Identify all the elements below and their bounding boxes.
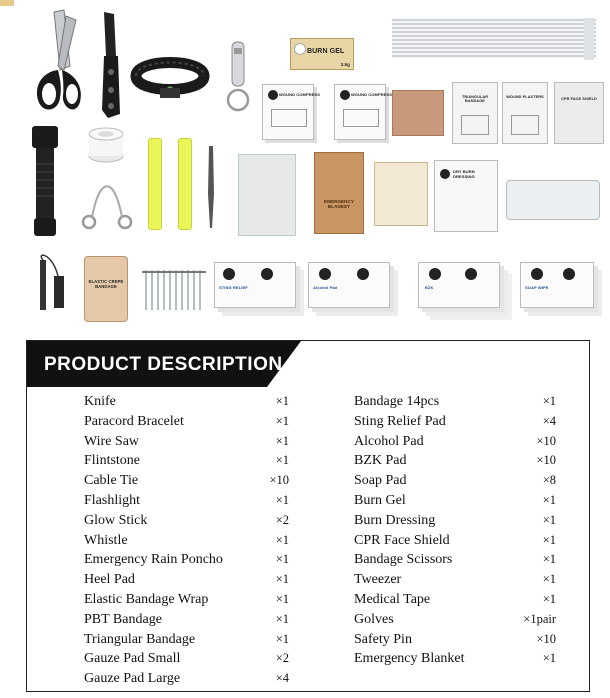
right-item-list bbox=[354, 392, 556, 669]
triangular-bandage-label: TRIANGULAR BANDAGE bbox=[461, 95, 489, 103]
item-quantity: ×8 bbox=[542, 473, 556, 488]
item-quantity: ×1 bbox=[275, 433, 289, 448]
wound-compress-large bbox=[334, 84, 392, 140]
item-name: Medical Tape bbox=[354, 591, 431, 607]
item-name: Burn Dressing bbox=[354, 512, 436, 528]
alcohol-pad-label: Alcohol Pad bbox=[313, 285, 338, 290]
list-item bbox=[84, 412, 289, 432]
list-item bbox=[354, 630, 556, 650]
cpr-face-shield-pack bbox=[554, 82, 604, 144]
emergency-blanket-pack bbox=[314, 152, 364, 234]
item-quantity: ×1 bbox=[275, 413, 289, 428]
item-name: Cable Tie bbox=[84, 473, 139, 489]
list-item bbox=[354, 432, 556, 452]
list-item bbox=[354, 610, 556, 630]
item-name: Gauze Pad Small bbox=[84, 651, 181, 667]
item-quantity: ×1 bbox=[542, 591, 556, 606]
item-quantity: ×1 bbox=[275, 631, 289, 646]
bzk-pads bbox=[418, 262, 500, 308]
cable-ties-icon bbox=[388, 14, 600, 66]
item-quantity: ×1 bbox=[275, 453, 289, 468]
gauze-pad-pack bbox=[374, 162, 428, 226]
item-name: Bandage 14pcs bbox=[354, 394, 440, 409]
flintstone-icon bbox=[32, 252, 70, 312]
item-name: Triangular Bandage bbox=[84, 631, 196, 647]
burn-gel-packet bbox=[290, 38, 354, 70]
list-item bbox=[84, 511, 289, 531]
item-quantity: ×1 bbox=[275, 572, 289, 587]
list-item bbox=[84, 590, 289, 610]
list-item bbox=[354, 412, 556, 432]
item-name: Heel Pad bbox=[84, 572, 135, 588]
list-item bbox=[354, 531, 556, 551]
cpr-face-shield-label: CPR FACE SHIELD bbox=[561, 97, 597, 101]
item-quantity: ×1 bbox=[542, 394, 556, 408]
item-name: BZK Pad bbox=[354, 453, 407, 469]
item-quantity: ×1 bbox=[542, 572, 556, 587]
wound-compress-label-2: WOUND COMPRESS bbox=[351, 92, 392, 97]
item-name: Safety Pin bbox=[354, 631, 412, 647]
item-quantity: ×1 bbox=[542, 512, 556, 527]
list-item bbox=[84, 471, 289, 491]
item-name: Emergency Blanket bbox=[354, 651, 465, 667]
list-item bbox=[84, 392, 289, 412]
glow-stick-2 bbox=[178, 138, 192, 230]
item-name: Alcohol Pad bbox=[354, 433, 424, 449]
item-name: Soap Pad bbox=[354, 473, 407, 489]
paracord-bracelet-icon bbox=[130, 50, 210, 102]
list-item bbox=[84, 451, 289, 471]
list-item bbox=[84, 531, 289, 551]
item-name: Paracord Bracelet bbox=[84, 413, 184, 429]
triangular-bandage-pack bbox=[452, 82, 498, 144]
whistle-icon bbox=[224, 40, 252, 114]
dry-burn-dressing-pack bbox=[434, 160, 498, 232]
list-item bbox=[84, 649, 289, 669]
list-item bbox=[84, 610, 289, 630]
item-quantity: ×4 bbox=[542, 413, 556, 428]
list-item bbox=[84, 432, 289, 452]
list-item bbox=[354, 550, 556, 570]
list-item bbox=[354, 451, 556, 471]
item-quantity: ×1 bbox=[542, 651, 556, 666]
knife-icon bbox=[96, 10, 126, 120]
item-name: Glow Stick bbox=[84, 512, 148, 528]
item-name: Wire Saw bbox=[84, 433, 140, 449]
burn-gel-weight: 3.5g bbox=[340, 62, 350, 67]
item-name: Elastic Bandage Wrap bbox=[84, 591, 209, 607]
item-name: Emergency Rain Poncho bbox=[84, 552, 223, 568]
item-quantity: ×1 bbox=[275, 611, 289, 626]
item-quantity: ×1pair bbox=[523, 611, 556, 626]
item-name: Bandage Scissors bbox=[354, 552, 453, 568]
wire-saw-icon bbox=[80, 166, 134, 232]
item-quantity: ×1 bbox=[542, 492, 556, 507]
item-name: Golves bbox=[354, 611, 394, 627]
heel-pad bbox=[392, 90, 444, 136]
item-name: CPR Face Shield bbox=[354, 532, 450, 548]
burn-gel-label: BURN GEL bbox=[307, 48, 345, 55]
left-item-list bbox=[84, 392, 289, 689]
wound-plasters-label: WOUND PLASTERS bbox=[506, 95, 544, 99]
glow-stick-1 bbox=[148, 138, 162, 230]
dry-burn-dressing-label: DRY BURN DRESSING bbox=[453, 169, 475, 179]
product-contents-photo bbox=[0, 0, 610, 330]
list-item bbox=[354, 649, 556, 669]
alcohol-pads bbox=[308, 262, 390, 308]
product-description-box bbox=[26, 340, 590, 692]
list-item bbox=[84, 570, 289, 590]
item-name: Sting Relief Pad bbox=[354, 413, 446, 429]
soap-wipes bbox=[520, 262, 594, 308]
item-quantity: ×4 bbox=[275, 671, 289, 686]
list-item bbox=[84, 630, 289, 650]
list-item bbox=[84, 491, 289, 511]
item-name: PBT Bandage bbox=[84, 611, 162, 627]
item-quantity: ×2 bbox=[275, 651, 289, 666]
item-quantity: ×1 bbox=[275, 591, 289, 606]
section-heading: PRODUCT DESCRIPTION bbox=[44, 354, 283, 375]
sting-relief-pads bbox=[214, 262, 296, 308]
tweezer-icon bbox=[204, 144, 218, 230]
sting-relief-label: STING RELIEF bbox=[219, 285, 248, 290]
wound-compress-label: WOUND COMPRESS bbox=[279, 92, 320, 97]
item-quantity: ×1 bbox=[542, 532, 556, 547]
list-item bbox=[354, 511, 556, 531]
item-name: Flashlight bbox=[84, 492, 141, 508]
flashlight-icon bbox=[20, 124, 70, 246]
list-item bbox=[354, 491, 556, 511]
item-name: Tweezer bbox=[354, 572, 402, 588]
item-name: Knife bbox=[84, 394, 116, 409]
item-quantity: ×1 bbox=[275, 394, 289, 408]
item-quantity: ×1 bbox=[275, 552, 289, 567]
bzk-label: BZK bbox=[425, 285, 434, 290]
list-item bbox=[84, 550, 289, 570]
soap-wipe-label: SOAP WIPE bbox=[525, 285, 549, 290]
item-quantity: ×1 bbox=[275, 492, 289, 507]
list-item bbox=[354, 570, 556, 590]
elastic-bandage-roll bbox=[84, 256, 128, 322]
item-name: Gauze Pad Large bbox=[84, 671, 181, 687]
pbt-bandage-pack bbox=[506, 180, 600, 220]
item-name: Burn Gel bbox=[354, 492, 406, 508]
item-quantity: ×10 bbox=[536, 453, 556, 468]
item-quantity: ×1 bbox=[542, 552, 556, 567]
item-quantity: ×2 bbox=[275, 512, 289, 527]
bandage-scissors-icon bbox=[30, 8, 86, 120]
list-item bbox=[354, 471, 556, 491]
list-item bbox=[354, 392, 556, 412]
elastic-bandage-label: ELASTIC CREPE BANDAGE bbox=[88, 279, 124, 289]
medical-tape-icon bbox=[86, 126, 126, 164]
safety-pins-icon bbox=[140, 264, 210, 316]
list-item bbox=[354, 590, 556, 610]
item-quantity: ×1 bbox=[275, 532, 289, 547]
emergency-blanket-label: EMERGENCY BLANKET bbox=[324, 199, 354, 209]
list-item bbox=[84, 669, 289, 689]
item-name: Whistle bbox=[84, 532, 128, 548]
item-quantity: ×10 bbox=[269, 473, 289, 488]
item-quantity: ×10 bbox=[536, 631, 556, 646]
item-name: Flintstone bbox=[84, 453, 141, 469]
wound-plasters-pack bbox=[502, 82, 548, 144]
wound-compress-small bbox=[262, 84, 320, 140]
rain-poncho-pack bbox=[238, 154, 296, 236]
item-quantity: ×10 bbox=[536, 433, 556, 448]
